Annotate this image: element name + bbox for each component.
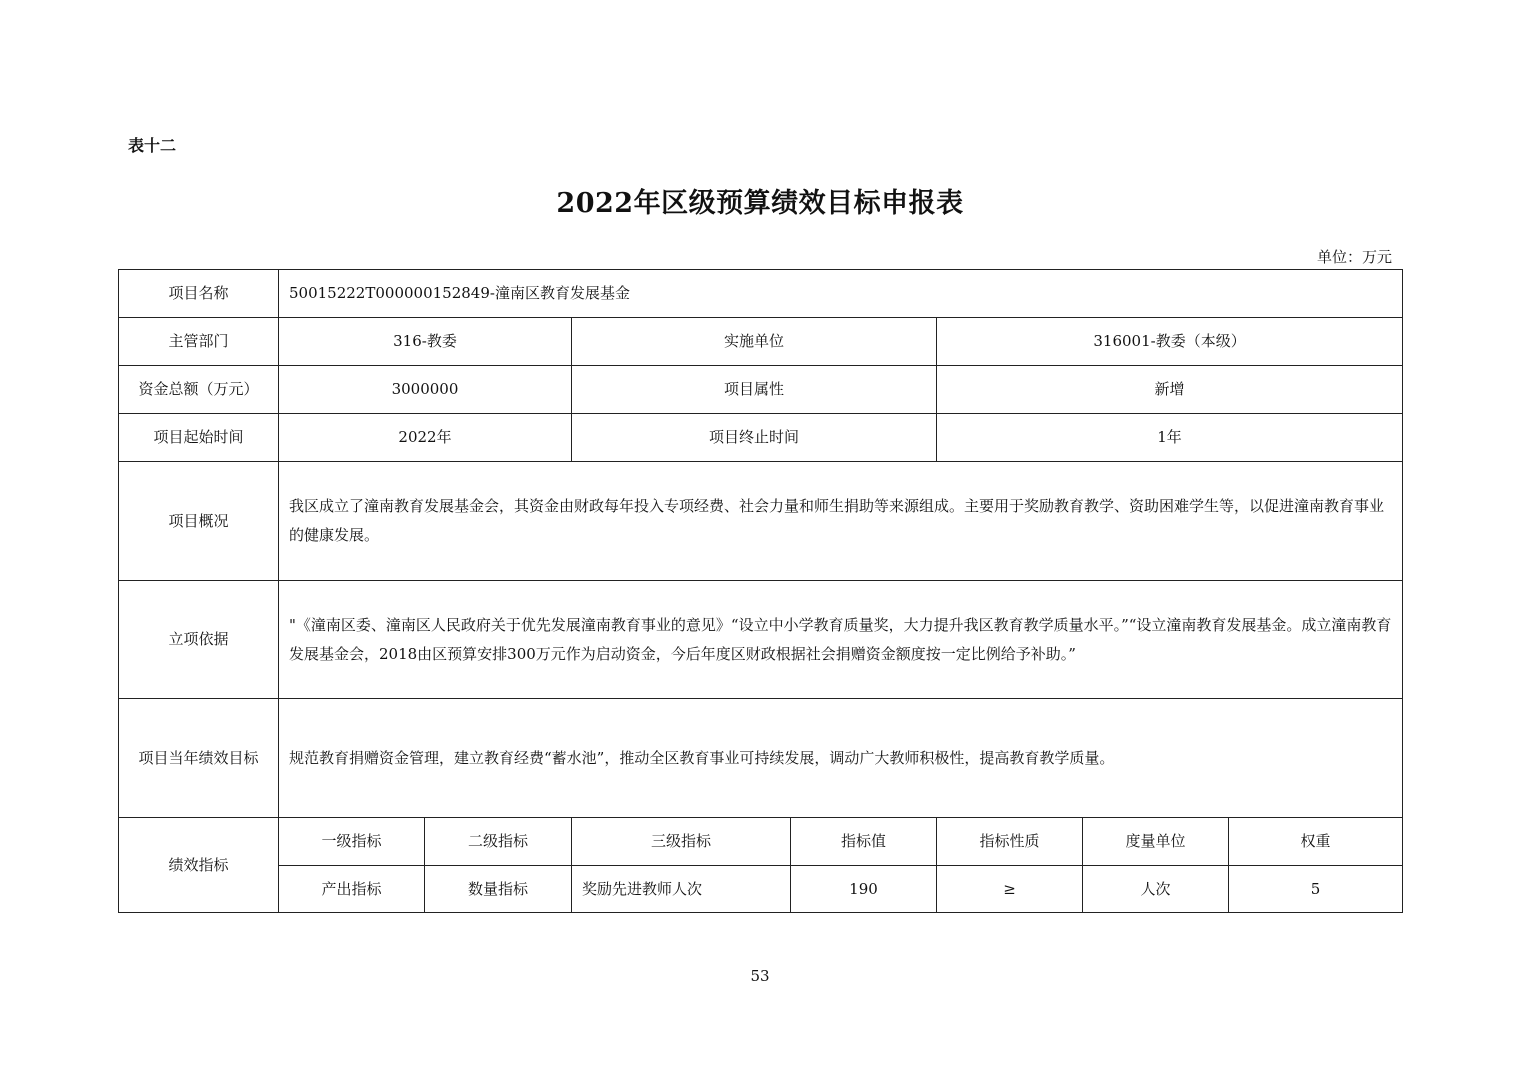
basis-row: [119, 581, 1403, 699]
time-row: [119, 414, 1403, 462]
dept-value: 316-教委: [279, 318, 572, 366]
indicators-label: 绩效指标: [119, 818, 279, 913]
project-name-label: 项目名称: [119, 270, 279, 318]
end-value: 1年: [937, 414, 1403, 462]
budget-form-table: [118, 269, 1403, 913]
fund-label: 资金总额（万元）: [119, 366, 279, 414]
indicator-row: [119, 866, 1403, 913]
indicator-header: 指标性质: [937, 818, 1083, 866]
start-value: 2022年: [279, 414, 572, 462]
indicator-header: 权重: [1229, 818, 1403, 866]
indicator-header: 二级指标: [425, 818, 572, 866]
basis-text: "《潼南区委、潼南区人民政府关于优先发展潼南教育事业的意见》“设立中小学教育质量奖，大力提升我区教育教学质量水平。”“设立潼南教育发展基金。成立潼南教育发展基金会，2018由区预算安排300万元作为启动资金，今后年度区财政根据社会捐赠资金额度按一定比例给予补助。”: [279, 581, 1403, 699]
indicator-cell: ≥: [937, 866, 1083, 913]
indicator-cell: 190: [791, 866, 937, 913]
indicator-header: 一级指标: [279, 818, 425, 866]
indicator-header: 三级指标: [572, 818, 791, 866]
indicator-cell: 5: [1229, 866, 1403, 913]
indicator-header-row: [119, 818, 1403, 866]
impl-value: 316001-教委（本级）: [937, 318, 1403, 366]
department-row: [119, 318, 1403, 366]
project-name-value: 50015222T000000152849-潼南区教育发展基金: [279, 270, 1403, 318]
attr-value: 新增: [937, 366, 1403, 414]
basis-label: 立项依据: [119, 581, 279, 699]
page-label: 表十二: [128, 136, 177, 155]
overview-text: 我区成立了潼南教育发展基金会，其资金由财政每年投入专项经费、社会力量和师生捐助等来源组成。主要用于奖励教育教学、资助困难学生等，以促进潼南教育事业的健康发展。: [279, 462, 1403, 581]
indicator-cell: 产出指标: [279, 866, 425, 913]
goal-label: 项目当年绩效目标: [119, 699, 279, 818]
indicator-cell: 数量指标: [425, 866, 572, 913]
indicator-cell: 奖励先进教师人次: [572, 866, 791, 913]
overview-row: [119, 462, 1403, 581]
indicator-cell: 人次: [1083, 866, 1229, 913]
goal-text: 规范教育捐赠资金管理，建立教育经费“蓄水池”，推动全区教育事业可持续发展，调动广大教师积极性，提高教育教学质量。: [279, 699, 1403, 818]
fund-value: 3000000: [279, 366, 572, 414]
attr-label: 项目属性: [572, 366, 937, 414]
unit-label: 单位：万元: [1316, 248, 1392, 266]
start-label: 项目起始时间: [119, 414, 279, 462]
fund-row: [119, 366, 1403, 414]
page-number: 53: [750, 967, 770, 985]
indicator-header: 度量单位: [1083, 818, 1229, 866]
dept-label: 主管部门: [119, 318, 279, 366]
document-title: 2022年区级预算绩效目标申报表: [556, 188, 964, 219]
project-name-row: [119, 270, 1403, 318]
overview-label: 项目概况: [119, 462, 279, 581]
goal-row: [119, 699, 1403, 818]
indicator-header: 指标值: [791, 818, 937, 866]
end-label: 项目终止时间: [572, 414, 937, 462]
impl-label: 实施单位: [572, 318, 937, 366]
